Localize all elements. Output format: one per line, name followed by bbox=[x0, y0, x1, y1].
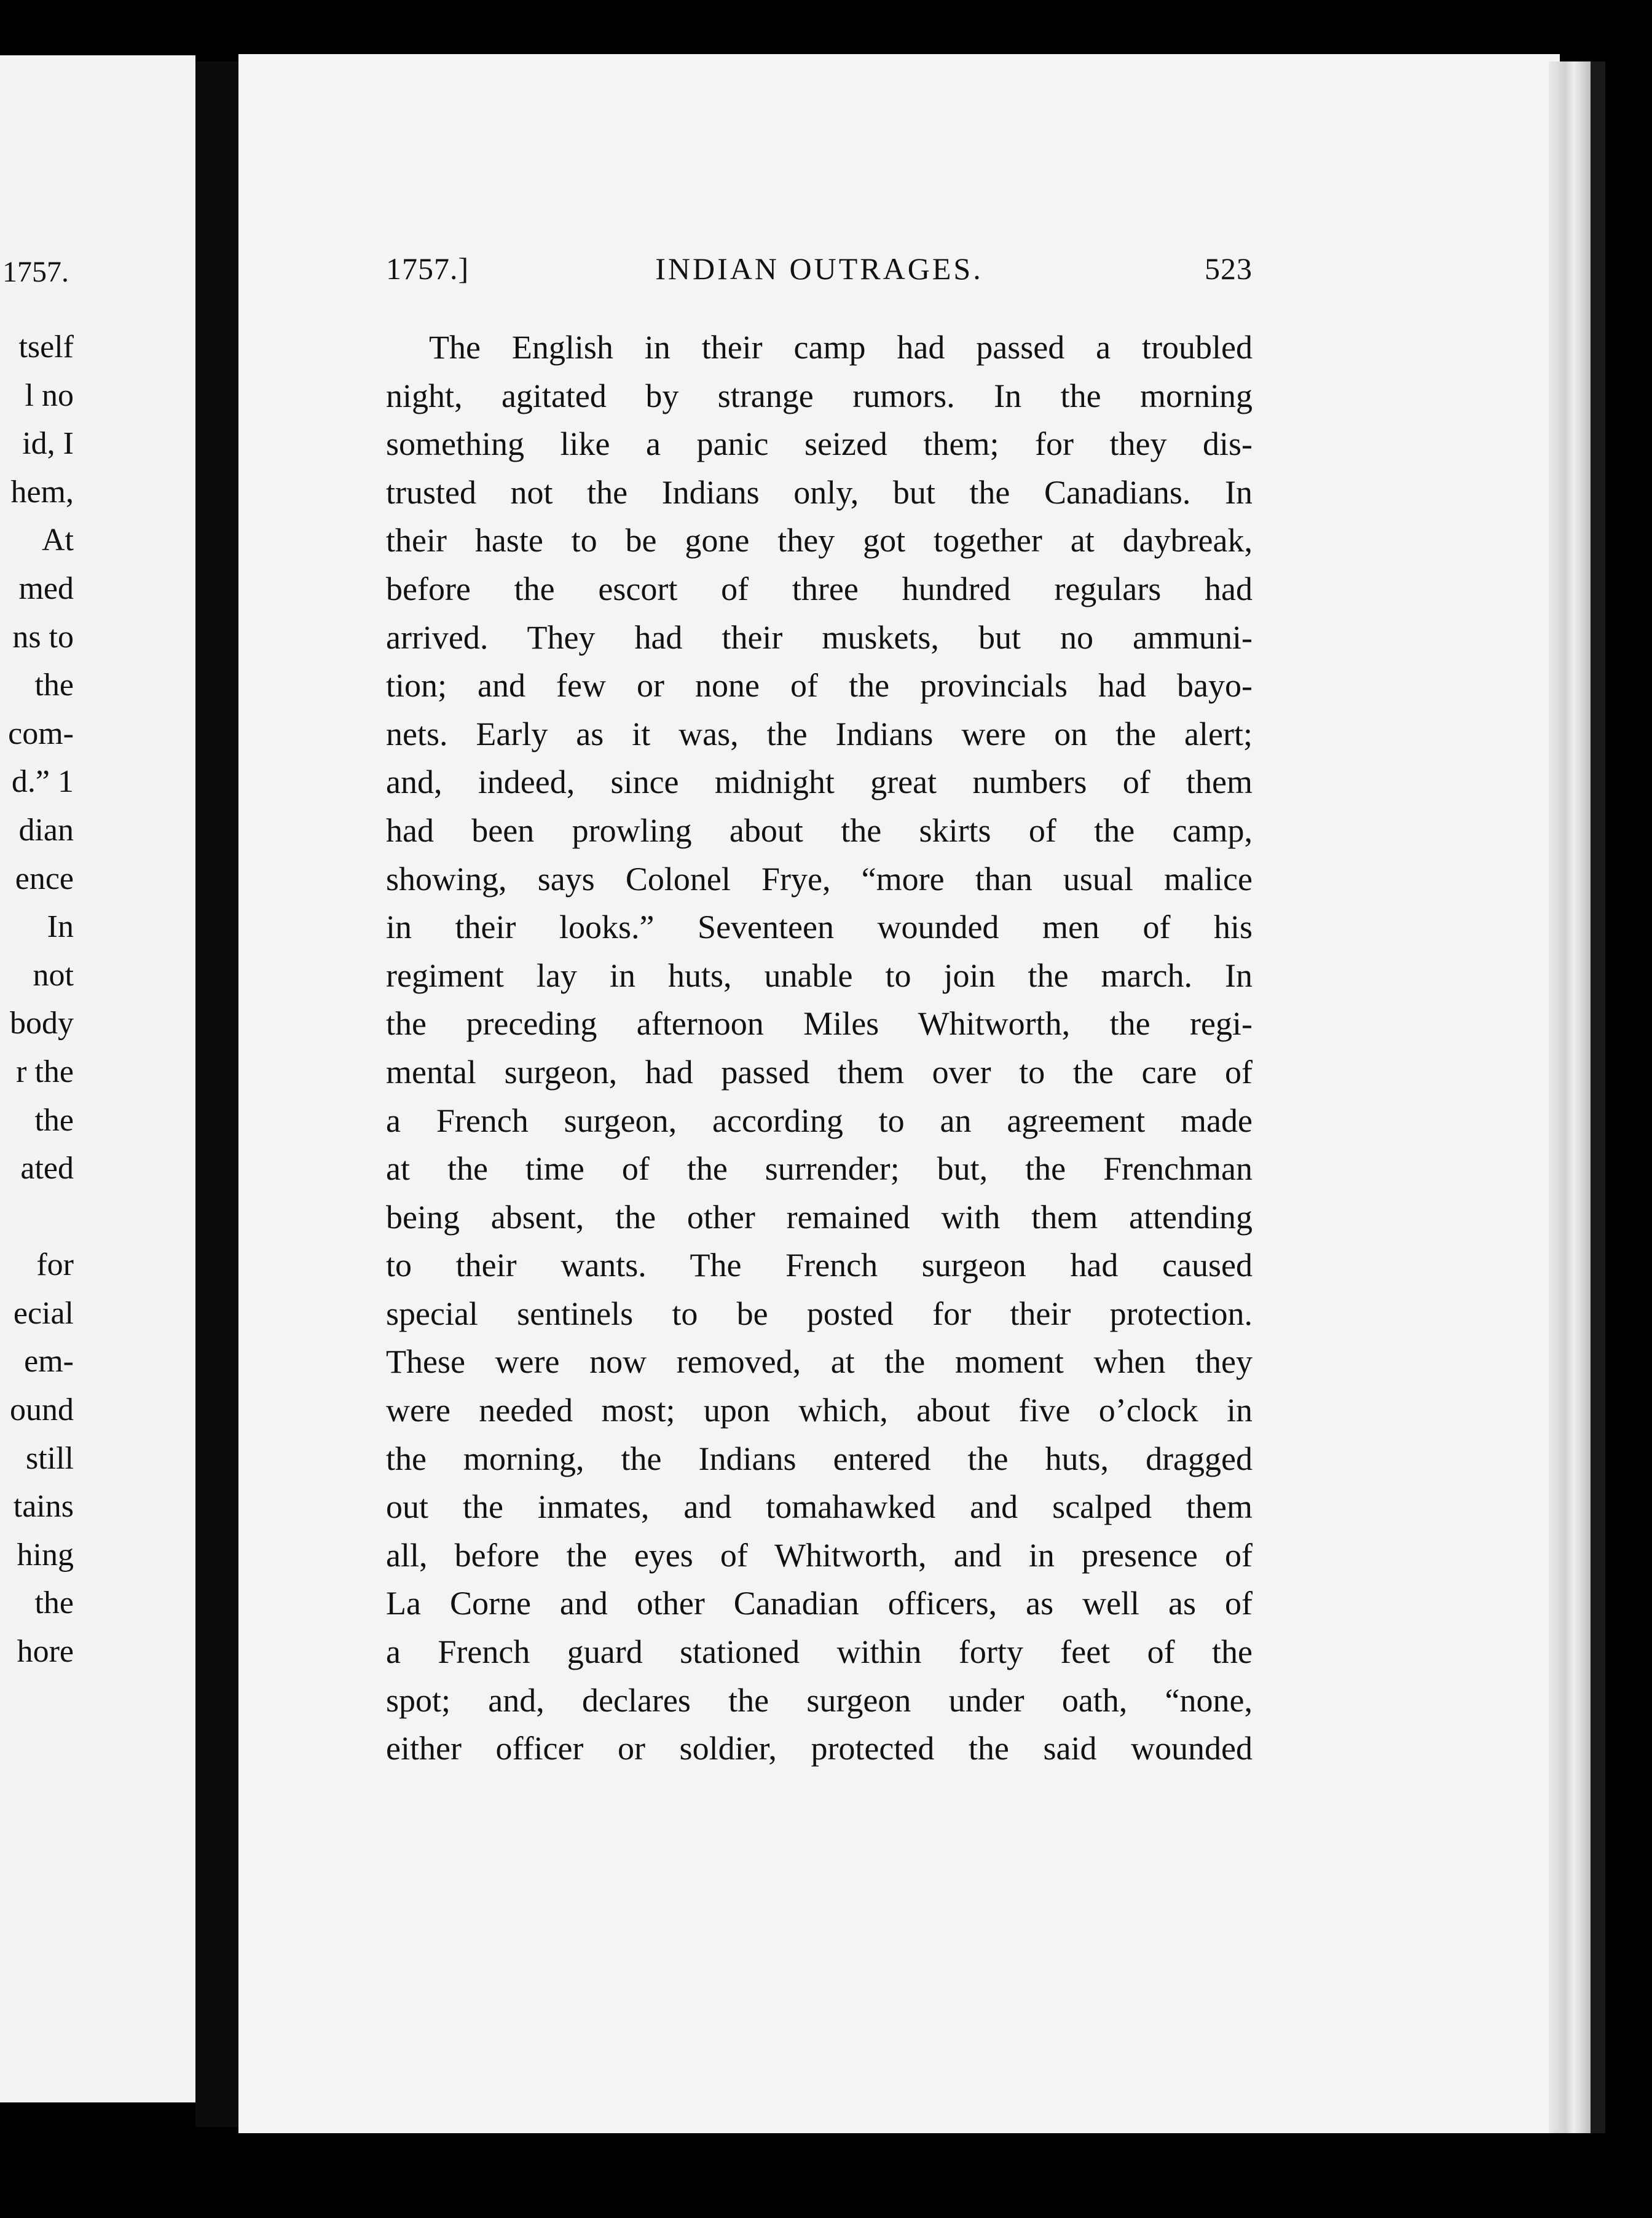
page-edge bbox=[1549, 61, 1591, 2133]
text-line: arrived. They had their muskets, but no ammuni- bbox=[386, 618, 1253, 656]
left-page-fragment bbox=[0, 1193, 74, 1242]
text-line: tion; and few or none of the provincials had bayo- bbox=[386, 667, 1253, 704]
left-page-fragment: hing bbox=[17, 1537, 74, 1573]
left-page-fragment: r the bbox=[16, 1054, 74, 1089]
page-edge-shadow bbox=[1591, 61, 1605, 2133]
header-year: 1757.] bbox=[386, 251, 470, 286]
text-line: regiment lay in huts, unable to join the march. In bbox=[386, 957, 1253, 994]
left-page-fragment: tself bbox=[18, 330, 74, 365]
text-line: had been prowling about the skirts of the camp, bbox=[386, 811, 1253, 849]
text-line: spot; and, declares the surgeon under oath, “none, bbox=[386, 1681, 1253, 1719]
left-page-text bbox=[0, 251, 74, 1676]
text-line: showing, says Colonel Frye, “more than usual malice bbox=[386, 860, 1253, 898]
left-page-fragment: med bbox=[18, 570, 74, 606]
text-line: The English in their camp had passed a troubled bbox=[429, 329, 1253, 366]
text-line: were needed most; upon which, about five o’clock in bbox=[386, 1392, 1253, 1429]
left-page-fragment: In bbox=[47, 909, 74, 945]
left-page-fragment: not bbox=[33, 957, 74, 993]
text-line: nets. Early as it was, the Indians were on the alert; bbox=[386, 715, 1253, 752]
left-page-fragment: d.” 1 bbox=[11, 764, 74, 800]
left-page-fragment: ound bbox=[10, 1392, 74, 1428]
text-line: special sentinels to be posted for their protection. bbox=[386, 1295, 1253, 1332]
left-page-fragment: for bbox=[36, 1247, 74, 1283]
text-line: out the inmates, and tomahawked and scalped them bbox=[386, 1488, 1253, 1526]
text-line: their haste to be gone they got together at daybreak, bbox=[386, 522, 1253, 559]
text-line: a French surgeon, according to an agreement made bbox=[386, 1102, 1253, 1139]
text-line: something like a panic seized them; for they dis- bbox=[386, 425, 1253, 463]
text-line: being absent, the other remained with them attending bbox=[386, 1198, 1253, 1236]
text-line: a French guard stationed within forty feet of the bbox=[386, 1633, 1253, 1671]
book-gutter bbox=[195, 61, 238, 2127]
header-title: INDIAN OUTRAGES. bbox=[655, 251, 983, 286]
left-page-fragment: tains bbox=[13, 1489, 74, 1525]
left-page-fragment: em- bbox=[24, 1344, 74, 1379]
left-page-fragment: l no bbox=[25, 377, 74, 413]
text-line: trusted not the Indians only, but the Canadians. In bbox=[386, 473, 1253, 511]
text-line: in their looks.” Seventeen wounded men of his bbox=[386, 909, 1253, 946]
running-header bbox=[386, 251, 1253, 294]
left-page-fragment: ns to bbox=[12, 619, 74, 655]
left-page-fragment: dian bbox=[18, 812, 74, 848]
text-line: the morning, the Indians entered the huts, dragged bbox=[386, 1440, 1253, 1477]
left-page-fragment: the bbox=[34, 1102, 74, 1138]
left-page-fragment: hore bbox=[17, 1634, 74, 1670]
text-line: before the escort of three hundred regulars had bbox=[386, 570, 1253, 607]
text-line: to their wants. The French surgeon had caused bbox=[386, 1247, 1253, 1284]
left-page-fragment: hem, bbox=[10, 474, 74, 510]
page-number: 523 bbox=[1205, 251, 1253, 286]
left-page-fragment: ecial bbox=[13, 1295, 74, 1331]
left-page-fragment: ated bbox=[20, 1151, 74, 1186]
left-page-header-year: 1757. bbox=[2, 256, 69, 288]
left-page-fragment: At bbox=[42, 523, 74, 558]
left-page-fragment: body bbox=[10, 1006, 74, 1041]
left-page-fragment: still bbox=[25, 1440, 74, 1476]
body-text bbox=[386, 323, 1253, 1773]
text-line: and, indeed, since midnight great numbers of them bbox=[386, 764, 1253, 801]
text-line: the preceding afternoon Miles Whitworth, the regi- bbox=[386, 1005, 1253, 1043]
text-line: night, agitated by strange rumors. In the morning bbox=[386, 377, 1253, 414]
left-page-fragment: the bbox=[34, 1585, 74, 1621]
text-line: These were now removed, at the moment when they bbox=[386, 1343, 1253, 1381]
text-line: all, before the eyes of Whitworth, and in presence of bbox=[386, 1536, 1253, 1574]
text-line: mental surgeon, had passed them over to the care of bbox=[386, 1053, 1253, 1091]
left-page-fragment: ence bbox=[15, 861, 74, 896]
text-line: La Corne and other Canadian officers, as well as of bbox=[386, 1585, 1253, 1622]
left-page-fragment: com- bbox=[8, 716, 74, 751]
text-line: at the time of the surrender; but, the Frenchman bbox=[386, 1150, 1253, 1188]
left-page-fragment: the bbox=[34, 668, 74, 703]
left-page-fragment: id, I bbox=[22, 426, 74, 462]
text-line: either officer or soldier, protected the said wounded bbox=[386, 1730, 1253, 1767]
